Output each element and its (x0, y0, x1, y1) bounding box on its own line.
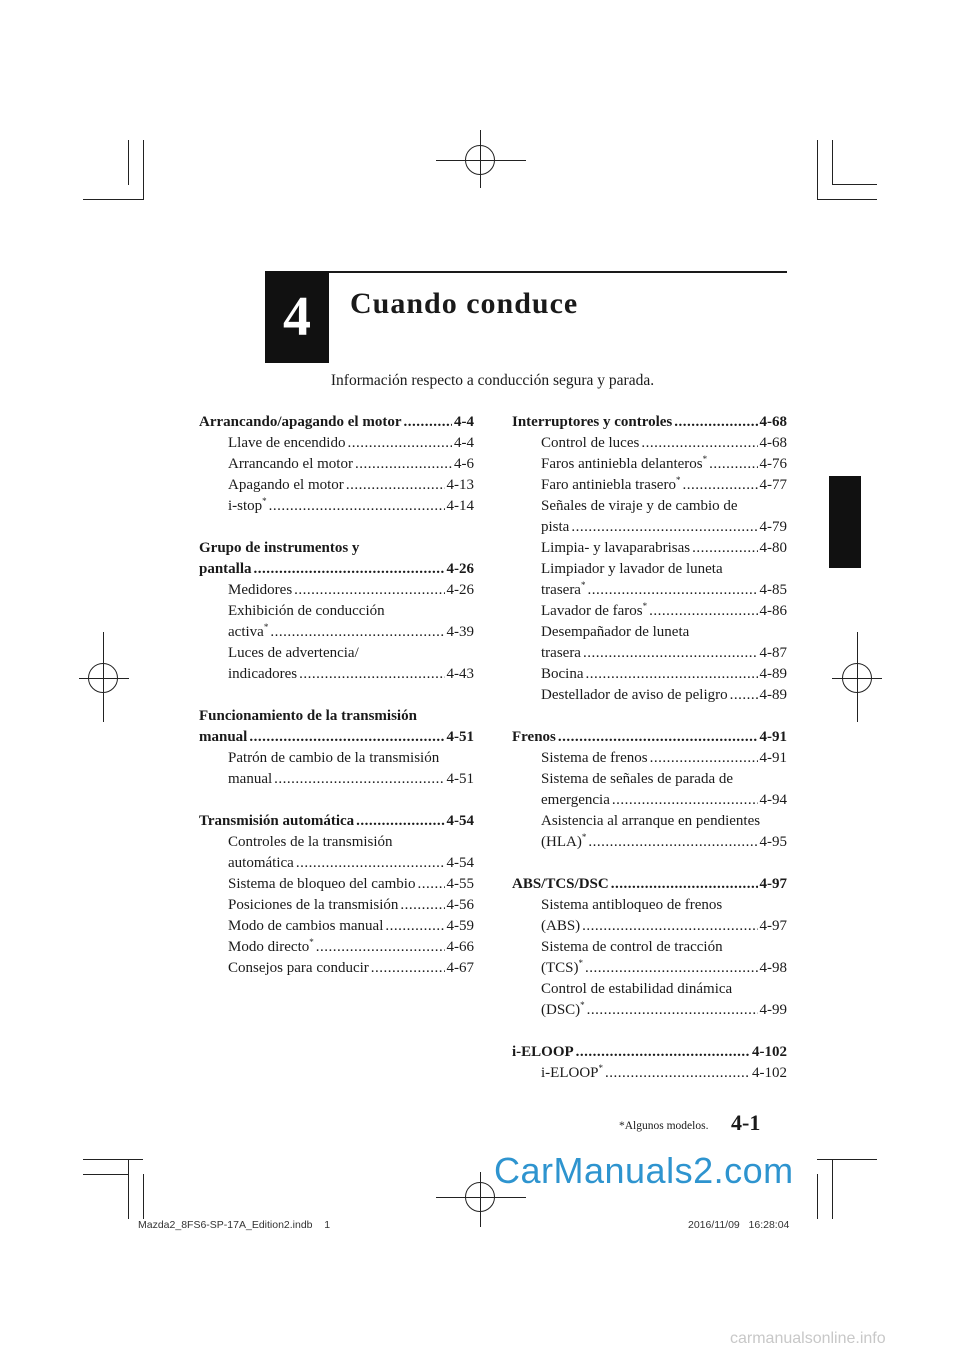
toc-entry-line: Asistencia al arranque en pendientes (541, 813, 761, 829)
footnote-asterisk: * (598, 1063, 603, 1073)
toc-section-title: Transmisión automática (199, 813, 355, 829)
toc-section-heading[interactable] (512, 412, 787, 433)
toc-entry-label: (DSC)* (541, 1000, 585, 1018)
toc-page-ref: 4-26 (446, 561, 474, 577)
toc-page-ref: 4-6 (454, 456, 474, 472)
toc-entry-label: pista (541, 519, 570, 535)
leader-dots (249, 727, 444, 748)
toc-entry-row[interactable] (541, 748, 787, 769)
toc-page-ref: 4-102 (752, 1044, 787, 1060)
toc-page-ref: 4-102 (752, 1065, 787, 1081)
toc-entry-row[interactable] (541, 580, 787, 601)
toc-entry[interactable] (512, 601, 787, 622)
print-date-line: 2016/11/09 16:28:04 (688, 1219, 790, 1231)
toc-entry-row[interactable] (541, 1000, 787, 1021)
leader-dots (709, 454, 757, 475)
toc-entry-label: (TCS)* (541, 958, 583, 976)
toc-page-ref: 4-4 (454, 435, 474, 451)
toc-entry-line: Controles de la transmisión (228, 834, 393, 850)
toc-section-row[interactable] (512, 412, 787, 433)
toc-page-ref: 4-99 (759, 1002, 787, 1018)
toc-section (512, 874, 787, 1021)
toc-entry-label: (ABS) (541, 918, 581, 934)
toc-page-ref: 4-14 (446, 498, 474, 514)
toc-entry-row[interactable] (228, 496, 474, 517)
toc-entry-row[interactable] (228, 769, 474, 790)
toc-entry-line: Sistema de control de tracción (541, 939, 723, 955)
toc-entry-label: Bocina (541, 666, 584, 682)
toc-entry-row[interactable] (541, 517, 787, 538)
toc-page-ref: 4-87 (759, 645, 787, 661)
toc-entry-line: Señales de viraje y de cambio de (541, 498, 738, 514)
toc-page-ref: 4-91 (759, 729, 787, 745)
toc-section-row[interactable] (199, 412, 474, 433)
toc-section-heading[interactable] (199, 412, 474, 433)
footnote-asterisk: * (702, 454, 708, 464)
leader-dots (558, 727, 758, 748)
toc-section-title: ABS/TCS/DSC (512, 876, 609, 892)
toc-entry-row[interactable] (541, 454, 787, 475)
leader-dots (269, 496, 445, 517)
toc-page-ref: 4-80 (759, 540, 787, 556)
leader-dots (356, 811, 444, 832)
toc-page-ref: 4-77 (759, 477, 787, 493)
leader-dots (588, 832, 757, 853)
toc-section-heading[interactable] (199, 811, 474, 832)
toc-entry-row[interactable] (228, 622, 474, 643)
toc-entry[interactable] (199, 937, 474, 958)
toc-entry-row[interactable] (541, 664, 787, 685)
toc-entry[interactable] (199, 601, 474, 643)
toc-page-ref: 4-86 (759, 603, 787, 619)
leader-dots (585, 958, 758, 979)
toc-entry-row[interactable] (228, 853, 474, 874)
toc-entry[interactable] (199, 874, 474, 895)
toc-entry-row[interactable] (541, 958, 787, 979)
toc-page-ref: 4-39 (446, 624, 474, 640)
toc-entry-line: Sistema de señales de parada de (541, 771, 734, 787)
toc-page-ref: 4-54 (446, 855, 474, 871)
footnote-asterisk: * (262, 496, 267, 506)
leader-dots (254, 559, 445, 580)
toc-section-title-line: Grupo de instrumentos y (199, 540, 360, 556)
toc-section-row[interactable] (512, 1042, 787, 1063)
leader-dots (674, 412, 757, 433)
footnote-asterisk: * (581, 832, 587, 842)
toc-entry-label: i-ELOOP* (541, 1063, 603, 1081)
toc-entry-row[interactable] (541, 601, 787, 622)
toc-page-ref: 4-56 (446, 897, 474, 913)
toc-entry-label: Faros antiniebla delanteros* (541, 454, 708, 472)
toc-entry-label: Modo de cambios manual (228, 918, 384, 934)
toc-page-ref: 4-85 (759, 582, 787, 598)
toc-entry-row[interactable] (228, 433, 474, 454)
toc-entry-label: i-stop* (228, 496, 267, 514)
toc-entry-label: Limpia- y lavaparabrisas (541, 540, 691, 556)
toc-page-ref: 4-51 (446, 729, 474, 745)
toc-section-heading[interactable] (199, 706, 474, 748)
toc-section (512, 727, 787, 853)
toc-entry[interactable] (199, 475, 474, 496)
toc-entry-label: Consejos para conducir (228, 960, 369, 976)
toc-section-heading[interactable] (512, 1042, 787, 1063)
toc-entry[interactable] (512, 538, 787, 559)
toc-page-ref: 4-43 (446, 666, 474, 682)
print-file-line: Mazda2_8FS6-SP-17A_Edition2.indb 1 (138, 1219, 331, 1231)
toc-entry-label: Sistema de frenos (541, 750, 648, 766)
toc-entry-label: Faro antiniebla trasero* (541, 475, 681, 493)
toc-entry-label: Control de luces (541, 435, 640, 451)
toc-entry-label: Apagando el motor (228, 477, 344, 493)
toc-page-ref: 4-79 (759, 519, 787, 535)
toc-section (199, 412, 474, 517)
toc-entry-row[interactable] (228, 937, 474, 958)
chapter-intro: Información respecto a conducción segura y parada. (330, 372, 655, 389)
toc-section-title: Interruptores y controles (512, 414, 673, 430)
toc-entry[interactable] (512, 895, 787, 937)
toc-entry[interactable] (199, 580, 474, 601)
leader-dots (274, 769, 444, 790)
toc-section-row[interactable] (512, 727, 787, 748)
toc-entry[interactable] (199, 832, 474, 874)
footnote-asterisk: * (580, 1000, 585, 1010)
toc-entry-row[interactable] (541, 832, 787, 853)
footnote-asterisk: * (675, 475, 681, 485)
leader-dots (582, 916, 757, 937)
toc-entry-label: emergencia (541, 792, 610, 808)
page-number: 4-1 (731, 1110, 761, 1135)
toc-entry-row[interactable] (228, 580, 474, 601)
leader-dots (692, 538, 757, 559)
toc-entry-line: Patrón de cambio de la transmisión (228, 750, 440, 766)
leader-dots (641, 433, 757, 454)
footnote-asterisk: * (263, 622, 269, 632)
leader-dots (682, 475, 757, 496)
toc-entry-row[interactable] (541, 538, 787, 559)
toc-entry-row[interactable] (541, 643, 787, 664)
toc-entry[interactable] (512, 937, 787, 979)
leader-dots (299, 664, 444, 685)
toc-page-ref: 4-91 (759, 750, 787, 766)
leader-dots (576, 1042, 750, 1063)
footnote: *Algunos modelos. (619, 1120, 709, 1132)
toc-section-heading[interactable] (512, 874, 787, 895)
toc-entry-row[interactable] (228, 874, 474, 895)
toc-section-title: manual (199, 729, 248, 745)
leader-dots (583, 643, 758, 664)
leader-dots (649, 601, 757, 622)
footnote-asterisk: * (578, 958, 583, 968)
toc-page-ref: 4-55 (446, 876, 474, 892)
footnote-asterisk: * (309, 937, 314, 947)
toc-section-title: Frenos (512, 729, 556, 745)
toc-page-ref: 4-98 (759, 960, 787, 976)
toc-entry-row[interactable] (228, 895, 474, 916)
leader-dots (587, 580, 757, 601)
toc-entry[interactable] (512, 685, 787, 706)
leader-dots (650, 748, 758, 769)
toc-entry-line: Limpiador y lavador de luneta (541, 561, 723, 577)
toc-page-ref: 4-89 (759, 666, 787, 682)
toc-page-ref: 4-97 (759, 918, 787, 934)
toc-entry[interactable] (199, 916, 474, 937)
toc-section-row[interactable] (199, 811, 474, 832)
toc-entry-row[interactable] (541, 433, 787, 454)
toc-entry-label: (HLA)* (541, 832, 587, 850)
carmanuals-watermark: CarManuals2.com (494, 1150, 794, 1191)
toc-entry-line: Desempañador de luneta (541, 624, 690, 640)
toc-section-row[interactable] (199, 727, 474, 748)
leader-dots (355, 454, 452, 475)
toc-entry-label: Arrancando el motor (228, 456, 353, 472)
toc-left-column (199, 412, 474, 1000)
leader-dots (400, 895, 444, 916)
leader-dots (605, 1063, 750, 1084)
leader-dots (417, 874, 444, 895)
chapter-title: Cuando conduce (350, 287, 579, 320)
toc-page-ref: 4-68 (759, 435, 787, 451)
toc-right-column (512, 412, 787, 1105)
toc-page-ref: 4-13 (446, 477, 474, 493)
toc-entry[interactable] (199, 643, 474, 685)
toc-entry[interactable] (512, 622, 787, 664)
toc-entry-label: Llave de encendido (228, 435, 346, 451)
toc-entry-label: activa* (228, 622, 269, 640)
toc-entry[interactable] (512, 559, 787, 601)
site-watermark: carmanualsonline.info (730, 1330, 886, 1347)
toc-entry-label: Lavador de faros* (541, 601, 648, 619)
toc-entry-label: Posiciones de la transmisión (228, 897, 399, 913)
toc-section-title: i-ELOOP (512, 1044, 574, 1060)
toc-page-ref: 4-66 (446, 939, 474, 955)
footnote-asterisk: * (642, 601, 648, 611)
toc-entry[interactable] (512, 769, 787, 811)
toc-entry-line: Luces de advertencia/ (228, 645, 359, 661)
leader-dots (404, 412, 453, 433)
toc-section-title: Arrancando/apagando el motor (199, 414, 402, 430)
toc-entry-label: Modo directo* (228, 937, 314, 955)
toc-entry-row[interactable] (228, 475, 474, 496)
toc-section-heading[interactable] (512, 727, 787, 748)
leader-dots (612, 790, 758, 811)
toc-entry-row[interactable] (541, 685, 787, 706)
toc-entry[interactable] (199, 748, 474, 790)
toc-entry[interactable] (199, 454, 474, 475)
toc-section (199, 706, 474, 790)
chapter-side-tab (829, 476, 861, 568)
toc-entry-row[interactable] (541, 1063, 787, 1084)
toc-entry-label: manual (228, 771, 273, 787)
leader-dots (371, 958, 445, 979)
toc-entry-row[interactable] (228, 958, 474, 979)
toc-entry-line: Exhibición de conducción (228, 603, 385, 619)
toc-entry-row[interactable] (541, 790, 787, 811)
toc-page-ref: 4-97 (759, 876, 787, 892)
toc-entry[interactable] (199, 433, 474, 454)
toc-entry-line: Control de estabilidad dinámica (541, 981, 733, 997)
toc-entry-label: trasera* (541, 580, 586, 598)
leader-dots (385, 916, 444, 937)
leader-dots (587, 1000, 758, 1021)
footnote-asterisk: * (580, 580, 586, 590)
chapter-number-box (265, 271, 329, 363)
toc-section-title-line: Funcionamiento de la transmisión (199, 708, 417, 724)
toc-section-row[interactable] (199, 559, 474, 580)
toc-entry[interactable] (512, 454, 787, 475)
leader-dots (571, 517, 757, 538)
toc-section-title: pantalla (199, 561, 252, 577)
leader-dots (611, 874, 758, 895)
toc-entry[interactable] (512, 433, 787, 454)
toc-entry[interactable] (199, 496, 474, 517)
toc-entry[interactable] (512, 664, 787, 685)
leader-dots (346, 475, 445, 496)
toc-entry[interactable] (512, 496, 787, 538)
toc-entry-row[interactable] (541, 916, 787, 937)
chapter-number: 4 (283, 286, 311, 348)
toc-page-ref: 4-54 (446, 813, 474, 829)
toc-entry[interactable] (512, 1063, 787, 1084)
toc-page-ref: 4-26 (446, 582, 474, 598)
toc-entry-line: Sistema antibloqueo de frenos (541, 897, 723, 913)
toc-section (512, 1042, 787, 1084)
chapter-rule (265, 271, 787, 273)
toc-entry-label: indicadores (228, 666, 298, 682)
toc-entry-label: Sistema de bloqueo del cambio (228, 876, 416, 892)
leader-dots (294, 580, 444, 601)
toc-entry[interactable] (512, 475, 787, 496)
toc-page-ref: 4-94 (759, 792, 787, 808)
leader-dots (316, 937, 445, 958)
toc-page-ref: 4-89 (759, 687, 787, 703)
toc-page-ref: 4-76 (759, 456, 787, 472)
toc-entry[interactable] (512, 748, 787, 769)
leader-dots (730, 685, 758, 706)
toc-entry-row[interactable] (228, 454, 474, 475)
toc-entry[interactable] (199, 895, 474, 916)
toc-page-ref: 4-68 (759, 414, 787, 430)
toc-section-row[interactable] (512, 874, 787, 895)
toc-section (199, 811, 474, 979)
toc-entry-row[interactable] (541, 475, 787, 496)
toc-page-ref: 4-59 (446, 918, 474, 934)
toc-page-ref: 4-4 (454, 414, 474, 430)
toc-entry-label: trasera (541, 645, 581, 661)
toc-page-ref: 4-95 (759, 834, 787, 850)
toc-entry[interactable] (512, 811, 787, 853)
toc-entry[interactable] (512, 979, 787, 1021)
leader-dots (270, 622, 444, 643)
toc-entry-label: Medidores (228, 582, 293, 598)
toc-entry-label: automática (228, 855, 294, 871)
toc-page-ref: 4-67 (446, 960, 474, 976)
toc-entry-label: Destellador de aviso de peligro (541, 687, 728, 703)
toc-section (512, 412, 787, 706)
toc-entry[interactable] (199, 958, 474, 979)
toc-section-heading[interactable] (199, 538, 474, 580)
leader-dots (586, 664, 758, 685)
toc-section (199, 538, 474, 685)
toc-entry-row[interactable] (228, 664, 474, 685)
leader-dots (296, 853, 445, 874)
toc-page-ref: 4-51 (446, 771, 474, 787)
toc-entry-row[interactable] (228, 916, 474, 937)
leader-dots (347, 433, 452, 454)
